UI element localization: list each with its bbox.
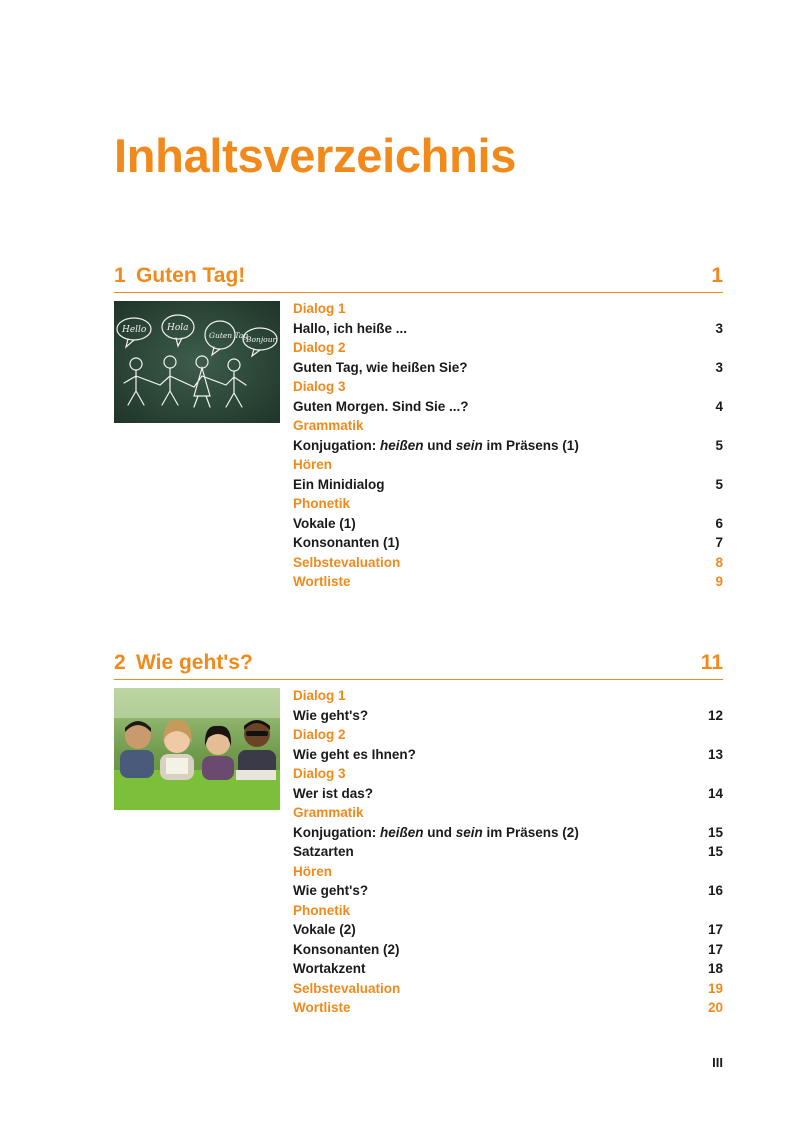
toc-entry-label: Guten Tag, wie heißen Sie? [293, 359, 468, 375]
toc-entry [293, 533, 723, 553]
toc-entry [293, 319, 723, 339]
toc-entry [293, 358, 723, 378]
toc-entry-label: Dialog 2 [293, 727, 346, 742]
toc-page-number: 15 [707, 844, 723, 859]
toc-page-number: 16 [707, 883, 723, 898]
toc-entry-emphasis: sein [455, 437, 483, 453]
toc-entry-label: Wie geht es Ihnen? [293, 746, 416, 762]
toc-page-number: 20 [707, 1000, 723, 1015]
chapter-title: Wie geht's? [136, 651, 253, 674]
chalk-word-3: Guten Tag [209, 331, 249, 340]
chapter-2 [114, 649, 723, 1015]
toc-entry-emphasis: heißen [379, 437, 424, 453]
toc-page-number: 17 [707, 922, 723, 937]
toc-section-heading [293, 299, 723, 319]
toc-entry-label: Wortliste [293, 574, 351, 589]
toc-section-heading [293, 686, 723, 706]
toc-page-number: 3 [715, 320, 723, 336]
toc-entry-label: Hören [293, 863, 333, 879]
toc-entry-text: und [423, 437, 456, 453]
toc-entry-label: Konsonanten (1) [293, 535, 400, 550]
chapter-entries [293, 299, 723, 592]
toc-entry [293, 436, 723, 456]
chapter-page-number: 1 [711, 264, 723, 287]
toc-entry [293, 842, 723, 862]
toc-section-heading [293, 553, 723, 573]
toc-entry [293, 475, 723, 495]
toc-entry-text: im Präsens (1) [482, 437, 579, 453]
toc-entry-label: Wortakzent [293, 961, 366, 976]
toc-entry-label: Vokale (2) [293, 922, 356, 937]
page-folio: III [712, 1055, 723, 1070]
chalk-word-2: Hola [167, 323, 189, 333]
toc-entry-label: Konsonanten (2) [293, 941, 400, 957]
toc-entry-emphasis: sein [455, 824, 483, 840]
toc-page-number: 5 [715, 437, 723, 453]
chapter-1 [114, 262, 723, 589]
toc-section-heading [293, 803, 723, 823]
toc-entry-label: Hören [293, 457, 333, 472]
chapter-number: 2 [114, 651, 126, 674]
toc-entry-label: Wie geht's? [293, 883, 369, 898]
toc-page-number: 14 [707, 785, 723, 801]
toc-entry-label: Phonetik [293, 902, 351, 918]
toc-page-number: 8 [715, 554, 723, 570]
toc-section-heading [293, 764, 723, 784]
toc-entry-label: Selbstevaluation [293, 554, 401, 570]
toc-entry [293, 823, 723, 843]
toc-section-heading [293, 979, 723, 999]
toc-entry [293, 784, 723, 804]
toc-entry-label: Satzarten [293, 844, 354, 859]
chalk-word-1: Hello [122, 325, 147, 335]
toc-page-number: 19 [707, 980, 723, 996]
toc-entry-label: Dialog 3 [293, 379, 346, 394]
toc-entry-label: Guten Morgen. Sind Sie ...? [293, 398, 469, 414]
toc-entry-label: Hallo, ich heiße ... [293, 320, 408, 336]
toc-entry-label [293, 438, 579, 453]
toc-entry-label: Dialog 1 [293, 688, 346, 703]
toc-page-number: 7 [715, 535, 723, 550]
toc-entry-text: im Präsens (2) [482, 824, 579, 840]
toc-entry-label: Selbstevaluation [293, 980, 401, 996]
toc-page-number: 4 [715, 398, 723, 414]
toc-entry-label: Grammatik [293, 418, 364, 433]
chalkboard-image [114, 301, 280, 423]
toc-entry-label: Wie geht's? [293, 707, 369, 723]
toc-entry-label [293, 825, 579, 840]
toc-entry [293, 397, 723, 417]
toc-entry-label: Ein Minidialog [293, 476, 385, 492]
toc-entry-label: Wer ist das? [293, 785, 374, 801]
toc-section-heading [293, 455, 723, 475]
page-title: Inhaltsverzeichnis [114, 129, 517, 182]
toc-entry [293, 959, 723, 979]
toc-entry-label: Dialog 3 [293, 766, 346, 781]
chalk-word-4: Bonjour [246, 335, 277, 344]
toc-entry-label: Vokale (1) [293, 515, 356, 531]
toc-entry [293, 920, 723, 940]
toc-page-number: 17 [707, 941, 723, 957]
toc-entry-label: Wortliste [293, 1000, 351, 1015]
toc-entry-text: Konjugation: [293, 437, 380, 453]
toc-entry [293, 745, 723, 765]
toc-page-number: 12 [707, 707, 723, 723]
toc-entry-label: Phonetik [293, 496, 351, 511]
chapter-page-number: 11 [700, 651, 723, 674]
children-photo [114, 688, 280, 810]
toc-entry-text: und [423, 824, 456, 840]
toc-page-number: 3 [715, 359, 723, 375]
chapter-header [114, 649, 723, 680]
chapter-header [114, 262, 723, 293]
toc-section-heading [293, 377, 723, 397]
toc-section-heading [293, 494, 723, 514]
toc-entry-emphasis: heißen [379, 824, 424, 840]
toc-section-heading [293, 416, 723, 436]
toc-page-number: 6 [715, 515, 723, 531]
toc-section-heading [293, 338, 723, 358]
toc-section-heading [293, 862, 723, 882]
toc-entry [293, 881, 723, 901]
toc-page-number: 5 [715, 476, 723, 492]
chapter-entries [293, 686, 723, 1018]
chapter-title: Guten Tag! [136, 264, 246, 287]
toc-entry [293, 706, 723, 726]
toc-page-number: 15 [707, 824, 723, 840]
toc-section-heading [293, 998, 723, 1018]
toc-entry-label: Grammatik [293, 805, 364, 820]
toc-page-number: 18 [707, 961, 723, 976]
chapter-number: 1 [114, 264, 126, 287]
toc-entry-label: Dialog 1 [293, 301, 346, 316]
toc-section-heading [293, 572, 723, 592]
toc-section-heading [293, 725, 723, 745]
toc-page-number: 13 [707, 746, 723, 762]
toc-entry-text: Konjugation: [293, 824, 380, 840]
toc-page-number: 9 [715, 574, 723, 589]
toc-entry-label: Dialog 2 [293, 340, 346, 355]
toc-entry [293, 940, 723, 960]
toc-entry [293, 514, 723, 534]
toc-section-heading [293, 901, 723, 921]
